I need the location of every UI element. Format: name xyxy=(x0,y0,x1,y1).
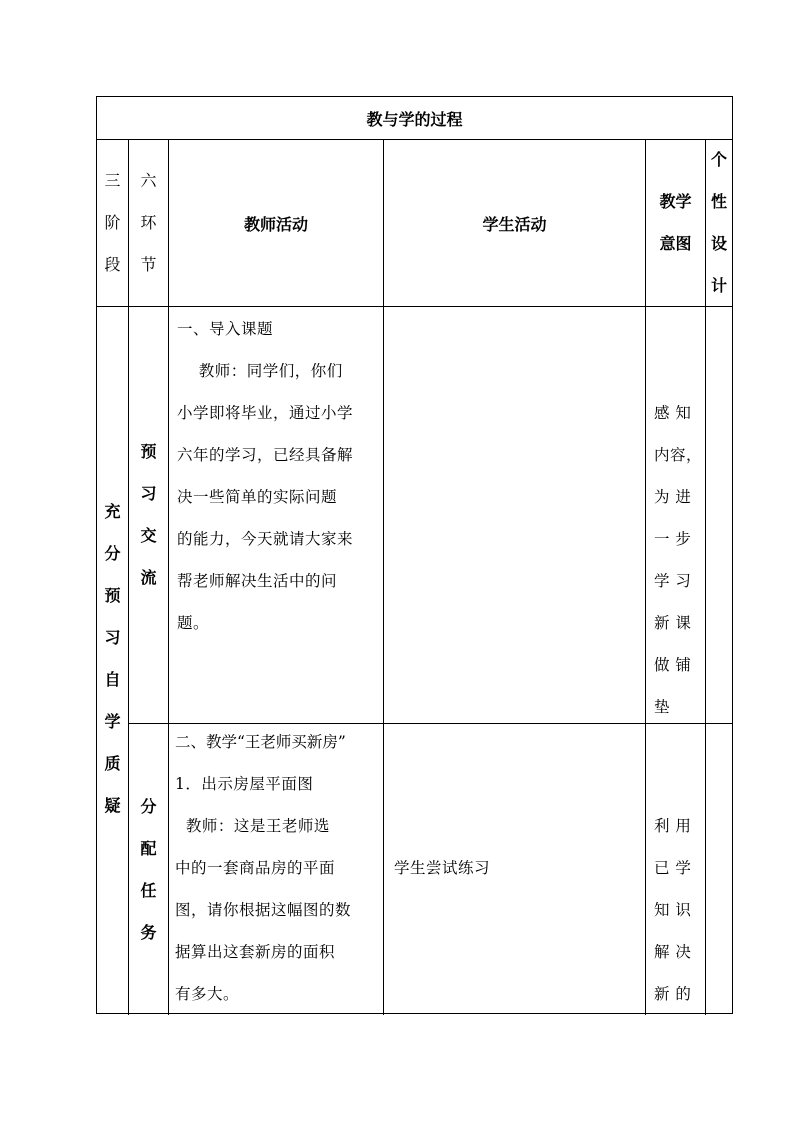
intent-line: 新 课 xyxy=(654,614,692,632)
link-preview-exchange xyxy=(129,307,168,723)
intent-line: 学 习 xyxy=(654,572,692,590)
personal-design-intro xyxy=(706,307,732,723)
teacher-line: 小学即将毕业，通过小学 xyxy=(177,404,354,422)
teacher-line: 题。 xyxy=(177,614,210,632)
intent-line: 解 决 xyxy=(654,943,692,961)
header-stage xyxy=(97,140,128,306)
student-activity-house xyxy=(384,724,645,1015)
header-stage-char: 阶 xyxy=(104,213,121,232)
intent-line: 内容， xyxy=(654,446,703,464)
header-stage-char: 段 xyxy=(104,255,121,274)
header-link-char: 六 xyxy=(140,171,157,190)
teacher-line: 二、教学“王老师买新房” xyxy=(175,733,346,751)
header-intent-line: 教学 xyxy=(659,192,692,211)
teacher-line: 有多大。 xyxy=(175,985,240,1003)
stage-char: 自 xyxy=(104,670,121,689)
link-char: 务 xyxy=(140,923,157,942)
header-personal-char: 个 xyxy=(710,150,727,169)
table-title: 教与学的过程 xyxy=(366,109,463,129)
stage-label xyxy=(97,307,128,1015)
lesson-process-table xyxy=(96,96,733,1014)
link-char: 习 xyxy=(140,484,157,503)
intent-line: 为 进 xyxy=(654,488,692,506)
header-intent-line: 意图 xyxy=(659,234,692,253)
teacher-line: 决一些简单的实际问题 xyxy=(177,488,338,506)
stage-char: 疑 xyxy=(104,796,121,815)
teacher-line: 一、导入课题 xyxy=(177,320,274,338)
teacher-line: 据算出这套新房的面积 xyxy=(175,943,336,961)
teacher-line: 中的一套商品房的平面 xyxy=(175,859,336,877)
header-student-activity: 学生活动 xyxy=(482,214,547,234)
stage-char: 预 xyxy=(104,586,121,605)
teaching-intent-house xyxy=(646,724,705,1015)
header-personal-char: 计 xyxy=(710,276,727,295)
teacher-line: 的能力，今天就请大家来 xyxy=(177,530,354,548)
student-activity-intro xyxy=(384,307,645,723)
header-link xyxy=(129,140,168,306)
teacher-activity-house xyxy=(169,724,383,1015)
stage-char: 质 xyxy=(104,754,121,773)
intent-line: 知 识 xyxy=(654,901,692,919)
intent-line: 新 的 xyxy=(654,985,692,1003)
stage-char: 充 xyxy=(104,502,121,521)
link-char: 预 xyxy=(140,442,157,461)
link-assign-task xyxy=(129,724,168,1015)
header-link-char: 节 xyxy=(140,255,157,274)
stage-char: 学 xyxy=(104,712,121,731)
teacher-line: 图，请你根据这幅图的数 xyxy=(175,901,352,919)
teacher-line: 教师：这是王老师选 xyxy=(175,817,330,835)
header-personal-design xyxy=(706,140,732,306)
teacher-line: 帮老师解决生活中的问 xyxy=(177,572,338,590)
intent-line: 感 知 xyxy=(654,404,692,422)
teacher-line: 教师：同学们，你们 xyxy=(177,362,343,380)
intent-line: 利 用 xyxy=(654,817,692,835)
teacher-line: 1．出示房屋平面图 xyxy=(175,775,314,793)
teacher-activity-intro xyxy=(169,307,383,723)
link-char: 分 xyxy=(140,797,157,816)
intent-line: 垫 xyxy=(654,698,671,716)
link-char: 任 xyxy=(140,881,157,900)
teaching-intent-intro xyxy=(646,307,705,723)
stage-char: 分 xyxy=(104,544,121,563)
stage-char: 习 xyxy=(104,628,121,647)
teacher-line: 六年的学习，已经具备解 xyxy=(177,446,354,464)
link-char: 交 xyxy=(140,526,157,545)
link-char: 流 xyxy=(140,568,157,587)
intent-line: 做 铺 xyxy=(654,656,692,674)
student-line: 学生尝试练习 xyxy=(394,859,491,877)
intent-line: 一 步 xyxy=(654,530,692,548)
header-teaching-intent xyxy=(646,140,705,306)
header-teacher-activity: 教师活动 xyxy=(243,214,308,234)
intent-line: 已 学 xyxy=(654,859,692,877)
header-personal-char: 性 xyxy=(710,192,727,211)
header-link-char: 环 xyxy=(140,213,157,232)
header-stage-char: 三 xyxy=(104,171,121,190)
header-personal-char: 设 xyxy=(710,234,727,253)
link-char: 配 xyxy=(140,839,157,858)
personal-design-house xyxy=(706,724,732,1015)
